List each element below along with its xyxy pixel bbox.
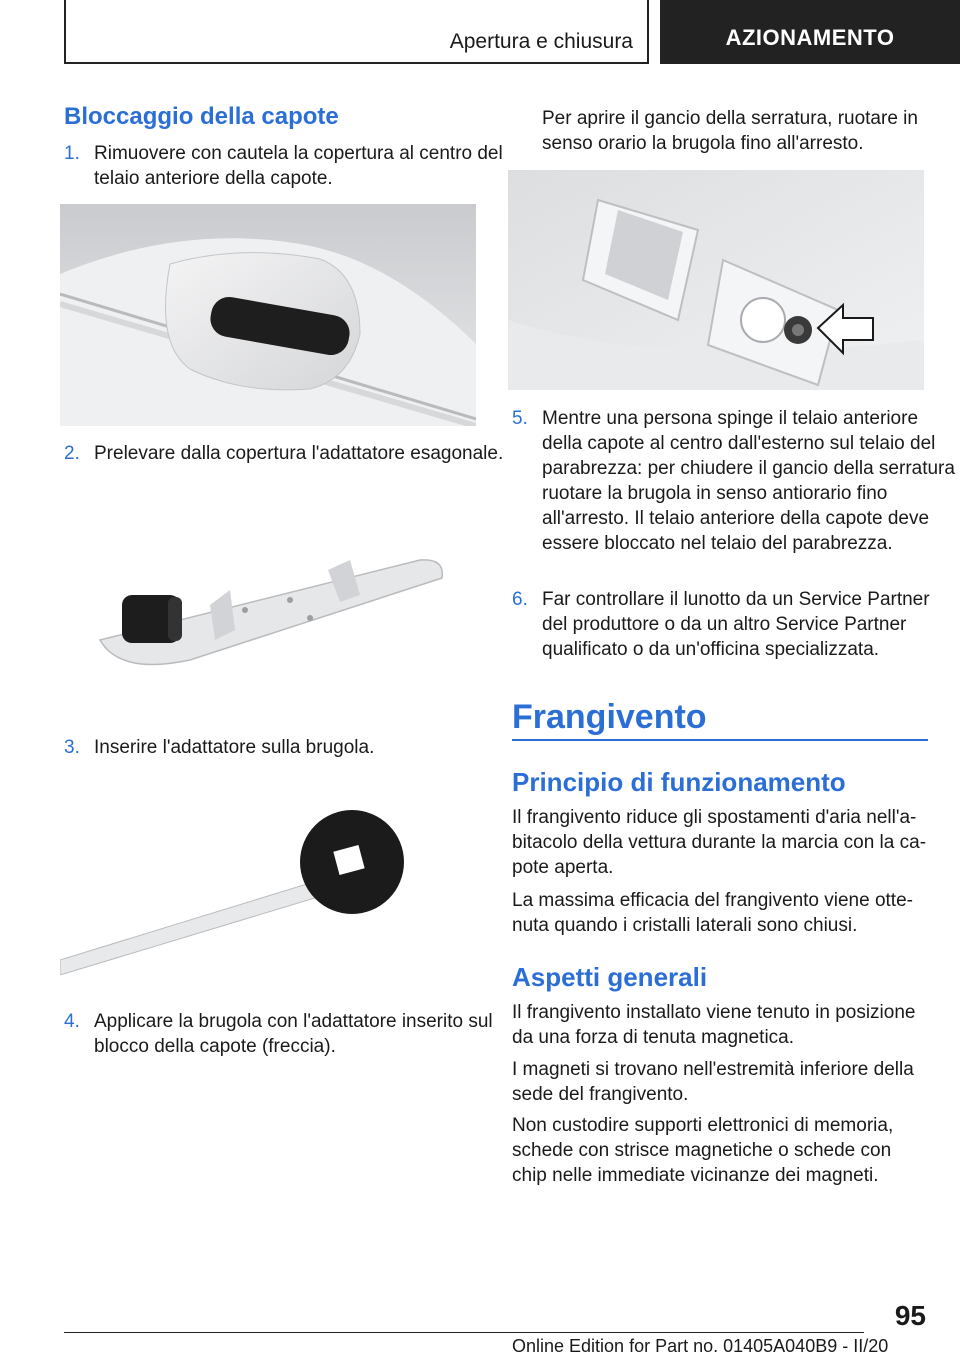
figure-capote-cover-image (60, 204, 476, 426)
section-title-bloccaggio: Bloccaggio della capote (64, 103, 339, 130)
chapter-heading-frangivento: Frangivento (512, 698, 707, 736)
figure-hex-adapter-image (60, 500, 476, 722)
step-number: 6. (512, 589, 528, 610)
figure-hex-adapter (60, 500, 476, 722)
step-4 (64, 1009, 506, 1059)
figure-capote-cover (60, 204, 476, 426)
step-number: 5. (512, 408, 528, 429)
figure-hex-key-adapter-image (60, 790, 476, 975)
step-text: Inserire l'adattatore sulla brugola. (94, 737, 375, 758)
footer-edition: Online Edition for Part no. 01405A040B9 - II/20 (512, 1336, 889, 1356)
paragraph-aspetti-1: Il frangivento installato viene tenuto in posizione da una forza di tenuta magnetica. (512, 1002, 916, 1048)
heading-rule (512, 739, 928, 741)
step-text: Far controllare il lunotto da un Service Partner del produttore o da un altro Service Partner qualificato o da un'officina specializzata. (542, 589, 930, 660)
step-text: Applicare la brugola con l'adattatore inserito sul blocco della capote (freccia). (94, 1011, 493, 1057)
step-2 (64, 441, 506, 466)
figure-lock-with-arrow-image (508, 170, 924, 390)
paragraph-aspetti-2: I magneti si trovano nell'estremità inferiore della sede del frangivento. (512, 1059, 914, 1105)
step-number: 4. (64, 1011, 80, 1032)
page-number: 95 (894, 1300, 926, 1331)
paragraph-aspetti-3: Non custodire supporti elettronici di memoria, schede con strisce magnetiche o schede con chip nelle immediate vicinanze dei magneti. (512, 1115, 894, 1186)
section-title-principio: Principio di funzionamento (512, 767, 846, 797)
step-number: 1. (64, 143, 80, 164)
step-5 (512, 406, 958, 556)
step-3 (64, 735, 506, 760)
step-text: Prelevare dalla copertura l'adattatore esagonale. (94, 443, 504, 464)
step-number: 2. (64, 443, 80, 464)
section-title-aspetti: Aspetti generali (512, 962, 708, 992)
header-section-box (64, 0, 649, 64)
paragraph-principio-1: Il frangivento riduce gli spostamenti d'aria nell'abitacolo della vettura durante la marcia con la capote aperta. (512, 807, 927, 878)
step-text: Rimuovere con cautela la copertura al centro del telaio anteriore della capote. (94, 143, 503, 189)
step-6 (512, 587, 958, 662)
step-1 (64, 141, 506, 191)
paragraph-principio-2: La massima efficacia del frangivento viene ottenuta quando i cristalli laterali sono chiusi. (512, 890, 913, 936)
step-text: Mentre una persona spinge il telaio anteriore della capote al centro dall'esterno sul telaio del parabrezza: per chiudere il gancio della serratura ruotare la brugola in senso antiorario fino all'arresto. Il telaio anteriore della capote deve essere bloccato nel telaio del parabrezza. (542, 408, 955, 554)
step-number: 3. (64, 737, 80, 758)
header-chapter-tab: AZIONAMENTO (660, 0, 960, 64)
header-section-title: Apertura e chiusura (449, 30, 633, 53)
intro-paragraph: Per aprire il gancio della serratura, ruotare in senso orario la brugola fino all'arresto. (542, 108, 918, 154)
figure-lock-with-arrow (508, 170, 924, 390)
footer-rule (64, 1332, 864, 1333)
figure-hex-key-adapter (60, 790, 476, 975)
